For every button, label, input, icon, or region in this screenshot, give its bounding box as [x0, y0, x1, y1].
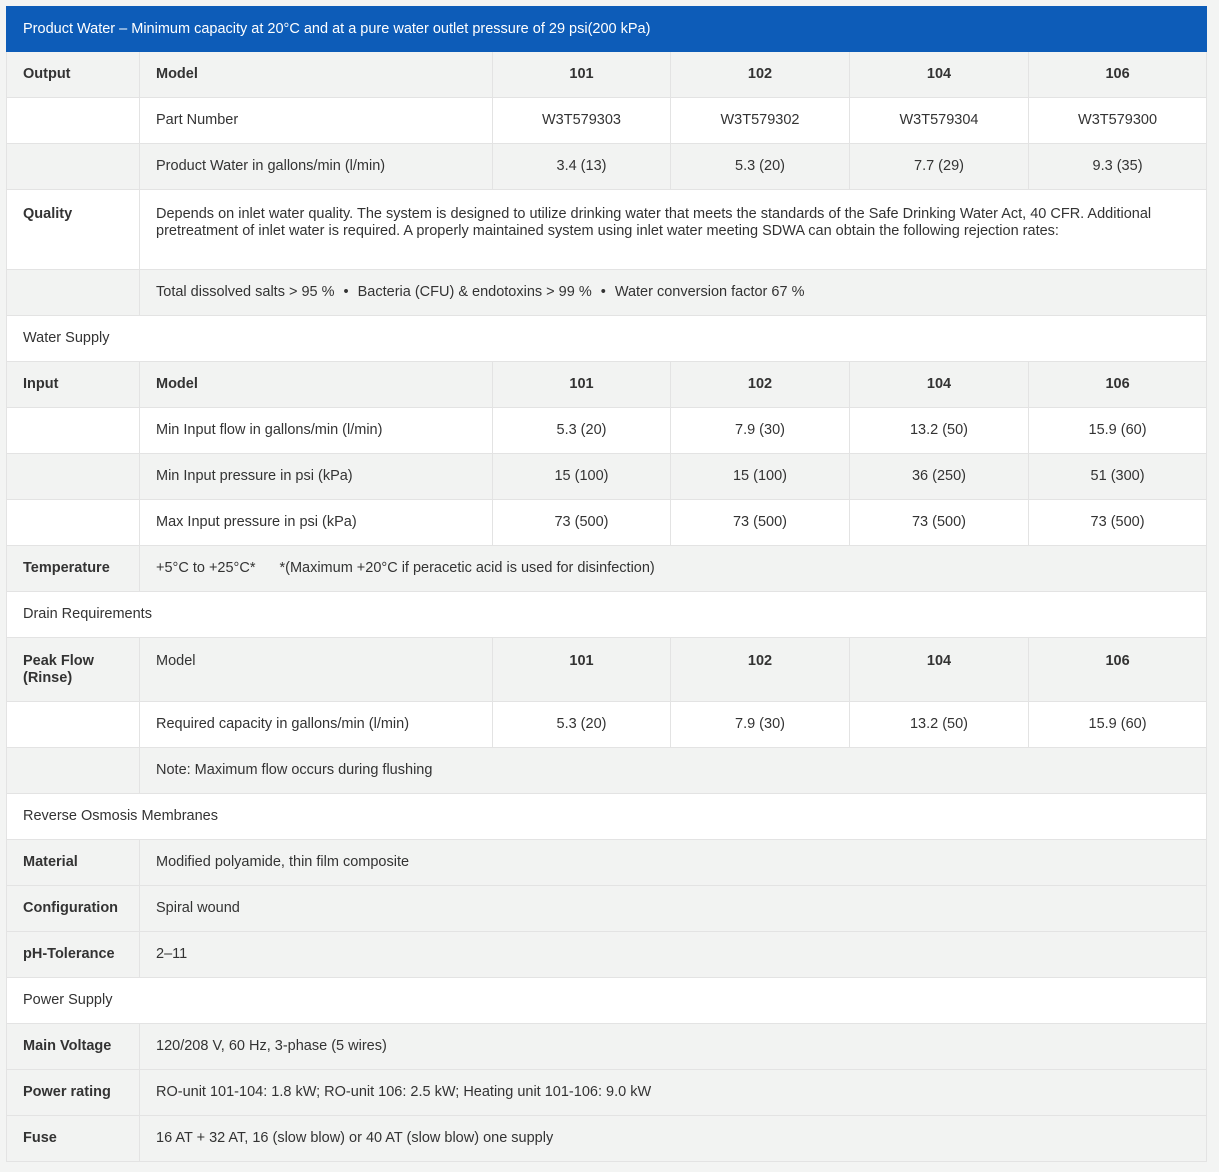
section-row-membranes [7, 794, 1207, 840]
rate-item: Total dissolved salts > 95 % [156, 284, 335, 300]
min-input-pressure-label: Min Input pressure in psi (kPa) [140, 454, 493, 500]
row-label-temperature: Temperature [7, 546, 140, 592]
min-input-flow-value: 5.3 (20) [493, 408, 671, 454]
empty-cell [7, 144, 140, 190]
min-input-flow-row [7, 408, 1207, 454]
model-102: 102 [671, 638, 850, 702]
peak-flow-model-row [7, 638, 1207, 702]
model-106: 106 [1029, 638, 1207, 702]
row-label-input: Input [7, 362, 140, 408]
power-rating-value: RO-unit 101-104: 1.8 kW; RO-unit 106: 2.5 kW; Heating unit 101-106: 9.0 kW [140, 1070, 1207, 1116]
max-input-pressure-label: Max Input pressure in psi (kPa) [140, 500, 493, 546]
row-label-peak-flow [7, 638, 140, 702]
empty-cell [7, 270, 140, 316]
table-header-row [7, 7, 1207, 52]
quality-text: Depends on inlet water quality. The system is designed to utilize drinking water that meets the standards of the Safe Drinking Water Act, 40 CFR. Additional pretreatment of inlet water is required. A properly maintained system using inlet water meeting SDWA can obtain the following rejection rates: [140, 190, 1207, 270]
output-model-row [7, 52, 1207, 98]
model-label: Model [140, 362, 493, 408]
required-capacity-value: 7.9 (30) [671, 702, 850, 748]
temperature-value-cell [140, 546, 1207, 592]
quality-row [7, 190, 1207, 270]
section-row-power [7, 978, 1207, 1024]
empty-cell [7, 500, 140, 546]
temperature-row [7, 546, 1207, 592]
ph-tolerance-value: 2–11 [140, 932, 1207, 978]
model-104: 104 [850, 638, 1029, 702]
empty-cell [7, 748, 140, 794]
temperature-note: *(Maximum +20°C if peracetic acid is used for disinfection) [279, 560, 655, 576]
model-101: 101 [493, 638, 671, 702]
model-106: 106 [1029, 362, 1207, 408]
model-101: 101 [493, 362, 671, 408]
min-input-pressure-value: 51 (300) [1029, 454, 1207, 500]
material-row [7, 840, 1207, 886]
row-label-power-rating: Power rating [7, 1070, 140, 1116]
section-row-water-supply [7, 316, 1207, 362]
empty-cell [7, 454, 140, 500]
required-capacity-value: 5.3 (20) [493, 702, 671, 748]
product-water-value: 5.3 (20) [671, 144, 850, 190]
peak-flow-label: Peak Flow [23, 653, 94, 669]
max-input-pressure-value: 73 (500) [1029, 500, 1207, 546]
model-label: Model [140, 638, 493, 702]
part-number-value: W3T579304 [850, 98, 1029, 144]
section-row-drain [7, 592, 1207, 638]
fuse-row [7, 1116, 1207, 1162]
main-voltage-value: 120/208 V, 60 Hz, 3-phase (5 wires) [140, 1024, 1207, 1070]
required-capacity-row [7, 702, 1207, 748]
temperature-value: +5°C to +25°C* [156, 560, 256, 576]
min-input-pressure-row [7, 454, 1207, 500]
section-title-drain: Drain Requirements [7, 592, 1207, 638]
row-label-output: Output [7, 52, 140, 98]
row-label-quality: Quality [7, 190, 140, 270]
section-title-membranes: Reverse Osmosis Membranes [7, 794, 1207, 840]
bullet: • [343, 284, 349, 300]
product-water-value: 3.4 (13) [493, 144, 671, 190]
spec-table-container [6, 6, 1206, 1162]
max-input-pressure-row [7, 500, 1207, 546]
min-input-pressure-value: 15 (100) [671, 454, 850, 500]
min-input-flow-value: 15.9 (60) [1029, 408, 1207, 454]
section-title-power: Power Supply [7, 978, 1207, 1024]
part-number-value: W3T579300 [1029, 98, 1207, 144]
model-label: Model [140, 52, 493, 98]
material-value: Modified polyamide, thin film composite [140, 840, 1207, 886]
product-water-value: 7.7 (29) [850, 144, 1029, 190]
product-water-row [7, 144, 1207, 190]
input-model-row [7, 362, 1207, 408]
row-label-main-voltage: Main Voltage [7, 1024, 140, 1070]
model-102: 102 [671, 362, 850, 408]
row-label-fuse: Fuse [7, 1116, 140, 1162]
part-number-value: W3T579303 [493, 98, 671, 144]
bullet: • [600, 284, 606, 300]
product-water-label: Product Water in gallons/min (l/min) [140, 144, 493, 190]
rate-item: Water conversion factor 67 % [614, 284, 805, 300]
model-101: 101 [493, 52, 671, 98]
empty-cell [7, 702, 140, 748]
configuration-value: Spiral wound [140, 886, 1207, 932]
max-input-pressure-value: 73 (500) [493, 500, 671, 546]
min-input-pressure-value: 15 (100) [493, 454, 671, 500]
spec-table [6, 6, 1207, 1162]
drain-note-row [7, 748, 1207, 794]
row-label-configuration: Configuration [7, 886, 140, 932]
power-rating-row [7, 1070, 1207, 1116]
rate-item: Bacteria (CFU) & endotoxins > 99 % [357, 284, 592, 300]
min-input-pressure-value: 36 (250) [850, 454, 1029, 500]
rejection-rates [140, 270, 1207, 316]
main-voltage-row [7, 1024, 1207, 1070]
fuse-value: 16 AT + 32 AT, 16 (slow blow) or 40 AT (slow blow) one supply [140, 1116, 1207, 1162]
model-102: 102 [671, 52, 850, 98]
row-label-material: Material [7, 840, 140, 886]
empty-cell [7, 98, 140, 144]
drain-note: Note: Maximum flow occurs during flushing [140, 748, 1207, 794]
max-input-pressure-value: 73 (500) [671, 500, 850, 546]
required-capacity-value: 15.9 (60) [1029, 702, 1207, 748]
part-number-value: W3T579302 [671, 98, 850, 144]
section-title-water-supply: Water Supply [7, 316, 1207, 362]
configuration-row [7, 886, 1207, 932]
rejection-rates-row [7, 270, 1207, 316]
model-104: 104 [850, 362, 1029, 408]
peak-flow-sublabel: (Rinse) [23, 670, 73, 686]
product-water-value: 9.3 (35) [1029, 144, 1207, 190]
row-label-ph-tolerance: pH-Tolerance [7, 932, 140, 978]
min-input-flow-value: 13.2 (50) [850, 408, 1029, 454]
part-number-row [7, 98, 1207, 144]
required-capacity-value: 13.2 (50) [850, 702, 1029, 748]
min-input-flow-value: 7.9 (30) [671, 408, 850, 454]
model-104: 104 [850, 52, 1029, 98]
ph-tolerance-row [7, 932, 1207, 978]
min-input-flow-label: Min Input flow in gallons/min (l/min) [140, 408, 493, 454]
model-106: 106 [1029, 52, 1207, 98]
max-input-pressure-value: 73 (500) [850, 500, 1029, 546]
empty-cell [7, 408, 140, 454]
part-number-label: Part Number [140, 98, 493, 144]
table-title: Product Water – Minimum capacity at 20°C and at a pure water outlet pressure of 29 psi(200 kPa) [7, 7, 1207, 52]
required-capacity-label: Required capacity in gallons/min (l/min) [140, 702, 493, 748]
